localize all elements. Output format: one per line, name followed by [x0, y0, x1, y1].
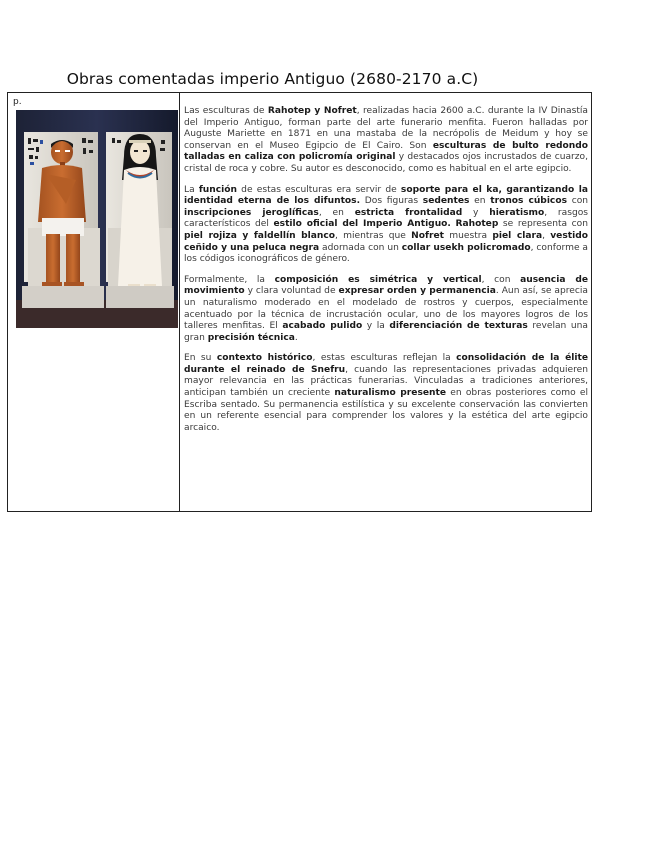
bold-term: consolidación de la élite durante el reinado de Snefru	[184, 353, 589, 375]
text-run: revelan una gran	[184, 321, 588, 343]
paragraph-context	[184, 353, 588, 434]
text-run: , mientras que	[334, 230, 412, 241]
bold-term: inscripciones jeroglíficas	[184, 207, 319, 218]
text-run: y destacados ojos incrustados de cuarzo, cristal de roca y cobre. Su autor es desconocido, como es habitual en el arte egipcio.	[184, 152, 588, 174]
bold-term: expresar orden y permanencia	[338, 286, 496, 297]
text-run: en obras posteriores como el Escriba sentado. Su permanencia estilística y su excelente conservación las convierten en un referente esencial para comprender los valores y la estética del arte egipcio arcaico.	[184, 388, 588, 433]
text-run: , con	[481, 274, 521, 285]
text-run: de estas esculturas era servir de	[236, 184, 401, 195]
bold-term: diferenciación de texturas	[389, 321, 528, 332]
bold-term: contexto histórico	[216, 353, 313, 364]
text-run: , en	[318, 207, 355, 218]
page-title: Obras comentadas imperio Antiguo (2680-2170 a.C)	[66, 70, 479, 88]
text-run: y la	[362, 321, 390, 332]
paragraph-form	[184, 275, 588, 345]
bold-term: estricta frontalidad	[354, 207, 463, 218]
text-run: adornada con un	[319, 242, 402, 253]
bold-term: función	[198, 184, 237, 195]
bold-term: Rahotep	[455, 219, 499, 230]
commentary-table	[7, 92, 592, 512]
text-run: en	[469, 196, 491, 207]
bold-term: esculturas de bulto redondo talladas en caliza con policromía original	[184, 140, 588, 163]
bold-term: vestido ceñido y una peluca negra	[184, 230, 588, 253]
bold-term: piel rojiza y faldellín blanco	[184, 230, 335, 241]
bold-term: tronos cúbicos	[490, 196, 567, 207]
paragraph-function	[184, 185, 588, 266]
text-run: Formalmente, la	[184, 274, 275, 285]
text-run: , realizadas hacia 2600 a.C. durante la IV Dinastía del Imperio Antiguo, forman parte del arte funerario menfita. Fueron halladas por Auguste Mariette en 1871 en una mastaba de la necrópolis de Meidum y hoy se conservan en el Museo Egipcio de El Cairo. Son	[184, 106, 589, 151]
bold-term: Rahotep y Nofret	[267, 106, 357, 116]
text-run: se representa con	[498, 219, 588, 230]
text-run: , conforme a los códigos iconográficos de género.	[184, 242, 589, 265]
bold-term: precisión técnica	[207, 332, 295, 343]
bold-term: soporte para el ka, garantizando la identidad eterna de los difuntos.	[184, 184, 588, 207]
text-run: Dos figuras	[360, 196, 423, 207]
bold-term: composición es simétrica y vertical	[274, 274, 482, 285]
bold-term: ausencia de movimiento	[184, 274, 589, 297]
text-run: y	[462, 207, 490, 218]
bold-term: Nofret	[411, 230, 444, 241]
text-run: .	[294, 332, 298, 343]
bold-term: piel clara	[492, 230, 543, 241]
text-run: , estas esculturas reflejan la	[312, 353, 457, 364]
image-column	[8, 93, 180, 511]
statues-photo	[16, 110, 178, 328]
text-run: . Aun así, se aprecia un naturalismo moderado en el modelado de rostros y cuerpos, especialmente acentuado por la técnica de incrustación ocular, uno de los mayores logros de los talleres menfitas. El	[184, 286, 588, 332]
bold-term: sedentes	[422, 196, 470, 207]
text-run: La	[184, 184, 199, 195]
text-run: , cuando las representaciones privadas adquieren mayor relevancia en las prácticas funerarias. Vinculadas a tradiciones anteriores, anticipan también un creciente	[184, 364, 588, 399]
bold-term: hieratismo	[489, 207, 545, 218]
text-run: En su	[184, 353, 217, 364]
text-run: , rasgos característicos del	[184, 207, 589, 230]
bold-term: collar usekh policromado	[401, 242, 531, 253]
paragraph-intro	[184, 106, 588, 176]
bold-term: acabado pulido	[282, 321, 363, 332]
text-run: Las esculturas de	[184, 106, 268, 116]
bold-term: naturalismo presente	[334, 388, 447, 399]
text-run: con	[567, 196, 589, 207]
text-run: y clara voluntad de	[244, 286, 339, 297]
text-run: muestra	[444, 230, 493, 241]
commentary-text	[184, 106, 588, 443]
bold-term: estilo oficial del Imperio Antiguo.	[273, 219, 451, 230]
text-run: ,	[542, 230, 551, 241]
page-mark: p.	[13, 97, 22, 107]
